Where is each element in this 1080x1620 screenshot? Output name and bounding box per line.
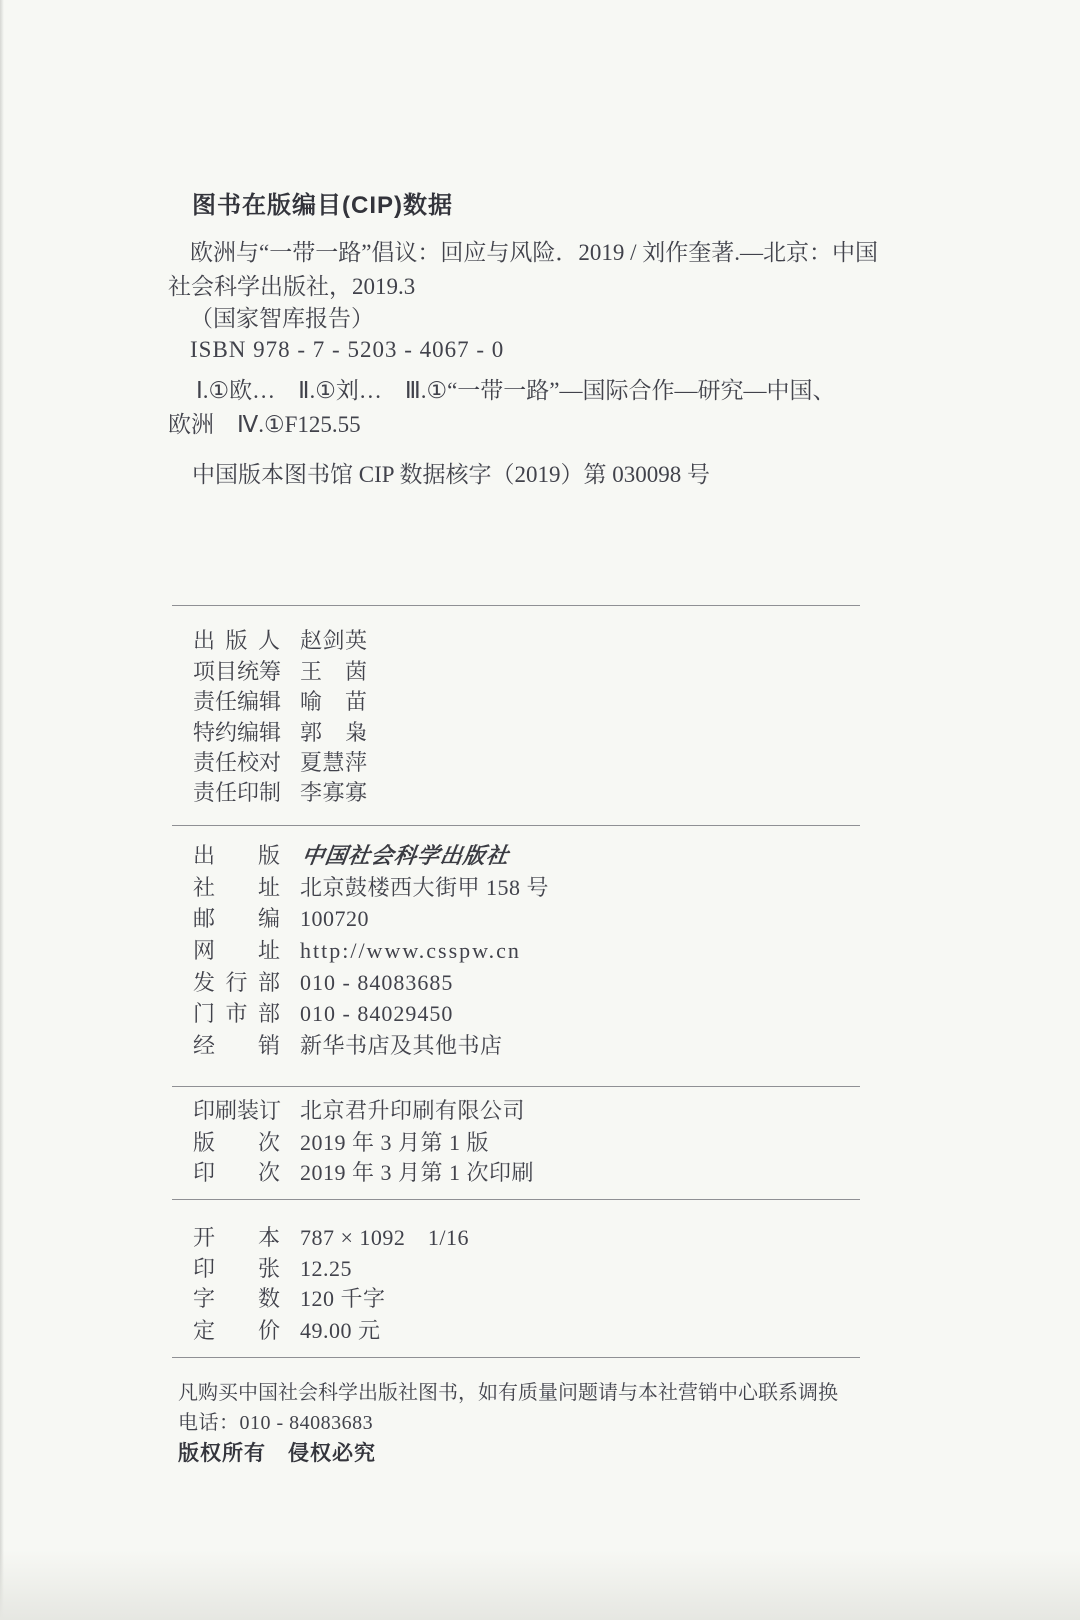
publisher-label: 邮编 xyxy=(193,906,280,931)
staff-label: 特约编辑 xyxy=(193,720,282,745)
cip-description-line2: 社会科学出版社，2019.3 xyxy=(168,274,416,299)
staff-row xyxy=(193,627,368,656)
format-row xyxy=(193,1285,386,1314)
publisher-row xyxy=(193,874,549,903)
publisher-row xyxy=(193,1032,503,1061)
format-label: 定价 xyxy=(193,1318,280,1343)
staff-label: 责任校对 xyxy=(193,750,282,775)
staff-value: 喻 苗 xyxy=(300,689,368,714)
publisher-value: 北京鼓楼西大街甲 158 号 xyxy=(300,875,550,900)
series-note: （国家智库报告） xyxy=(190,306,374,331)
printing-row xyxy=(193,1097,525,1126)
printing-value: 2019 年 3 月第 1 次印刷 xyxy=(300,1160,535,1185)
staff-value: 郭 枭 xyxy=(300,720,368,745)
publisher-row xyxy=(193,905,369,934)
staff-value: 李寡寡 xyxy=(300,780,368,805)
isbn-line: ISBN 978 - 7 - 5203 - 4067 - 0 xyxy=(190,337,505,362)
copyright-notice: 版权所有 侵权必究 xyxy=(178,1442,376,1465)
publisher-row xyxy=(193,937,521,966)
footer-notice: 凡购买中国社会科学出版社图书，如有质量问题请与本社营销中心联系调换 xyxy=(178,1382,838,1404)
printing-row xyxy=(193,1159,534,1188)
footer-phone: 电话：010 - 84083683 xyxy=(178,1412,374,1434)
printing-label: 印次 xyxy=(193,1160,280,1185)
section-divider-5 xyxy=(172,1357,860,1358)
staff-label: 责任印制 xyxy=(193,780,282,805)
printing-value: 2019 年 3 月第 1 版 xyxy=(300,1130,490,1155)
publisher-value: 100720 xyxy=(300,906,369,931)
publisher-row xyxy=(193,1000,453,1029)
format-row xyxy=(193,1255,352,1284)
format-label: 印张 xyxy=(193,1256,280,1281)
publisher-label: 出版 xyxy=(193,843,280,868)
page-left-edge-shadow xyxy=(0,0,4,1620)
publisher-logo-text: 中国社会科学出版社 xyxy=(300,843,511,868)
publisher-row xyxy=(193,842,511,871)
publisher-value: 010 - 84029450 xyxy=(300,1001,454,1026)
staff-row xyxy=(193,749,368,778)
section-divider-2 xyxy=(172,825,860,826)
staff-value: 夏慧萍 xyxy=(300,750,368,775)
staff-row xyxy=(193,658,368,687)
staff-row xyxy=(193,688,368,717)
format-value: 120 千字 xyxy=(300,1286,386,1311)
printing-value: 北京君升印刷有限公司 xyxy=(300,1098,526,1123)
section-divider-4 xyxy=(172,1199,860,1200)
publisher-value: 010 - 84083685 xyxy=(300,970,454,995)
section-divider-3 xyxy=(172,1086,860,1087)
staff-value: 王 茵 xyxy=(300,659,368,684)
publisher-label: 经销 xyxy=(193,1033,280,1058)
classification-line2: 欧洲 Ⅳ.①F125.55 xyxy=(168,412,361,437)
publisher-label: 门市部 xyxy=(193,1001,280,1026)
printing-label: 印刷装订 xyxy=(193,1098,282,1123)
cip-heading: 图书在版编目(CIP)数据 xyxy=(192,192,453,219)
cip-description-line1: 欧洲与“一带一路”倡议：回应与风险．2019 / 刘作奎著.—北京：中国 xyxy=(190,240,879,265)
classification-line1: Ⅰ.①欧… Ⅱ.①刘… Ⅲ.①“一带一路”—国际合作—研究—中国、 xyxy=(196,378,836,403)
staff-label: 项目统筹 xyxy=(193,659,282,684)
publisher-row xyxy=(193,969,453,998)
publisher-value: 新华书店及其他书店 xyxy=(300,1033,503,1058)
format-value: 49.00 元 xyxy=(300,1318,381,1343)
publisher-label: 社址 xyxy=(193,875,280,900)
page-bottom-shadow xyxy=(0,1550,1080,1620)
staff-row xyxy=(193,779,368,808)
cip-record-number: 中国版本图书馆 CIP 数据核字（2019）第 030098 号 xyxy=(192,462,710,487)
format-label: 开本 xyxy=(193,1225,280,1250)
staff-label: 责任编辑 xyxy=(193,689,282,714)
format-label: 字数 xyxy=(193,1286,280,1311)
format-row xyxy=(193,1224,469,1253)
publisher-website: http://www.csspw.cn xyxy=(300,938,521,963)
staff-row xyxy=(193,719,368,748)
section-divider-1 xyxy=(172,605,860,606)
staff-value: 赵剑英 xyxy=(300,628,368,653)
format-value: 12.25 xyxy=(300,1256,352,1281)
staff-label: 出版人 xyxy=(193,628,280,653)
publisher-label: 发行部 xyxy=(193,970,280,995)
format-row xyxy=(193,1317,381,1346)
publisher-label: 网址 xyxy=(193,938,280,963)
format-value: 787 × 1092 1/16 xyxy=(300,1225,470,1250)
printing-label: 版次 xyxy=(193,1130,280,1155)
printing-row xyxy=(193,1129,489,1158)
